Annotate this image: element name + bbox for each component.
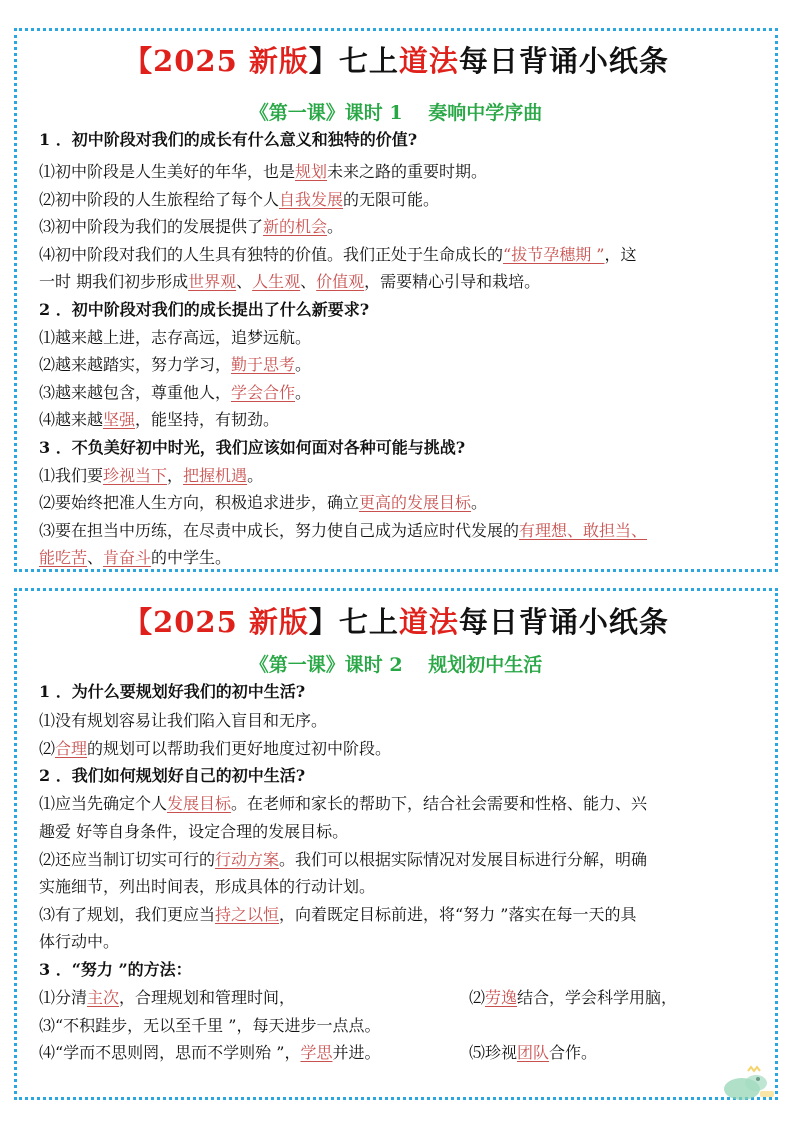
method-item: ⑴分清主次，合理规划和管理时间， <box>39 988 296 1007</box>
title-rest: 每日背诵小纸条 <box>458 44 669 78</box>
card-subtitle: 《第一课》课时 2 规划初中生活 <box>249 654 543 676</box>
keyword: 主次 <box>87 988 120 1007</box>
keyword: 价值观 <box>316 272 365 291</box>
question-heading: 2 ．我们如何规划好自己的初中生活? <box>39 766 306 785</box>
answer-line: 能吃苦、肯奋斗的中学生。 <box>39 548 232 567</box>
answer-line: 一时 期我们初步形成世界观、人生观、价值观，需要精心引导和栽培。 <box>39 272 541 291</box>
answer-line: ⑶要在担当中历练，在尽责中成长，努力使自己成为适应时代发展的有理想、敢担当、 <box>39 521 648 540</box>
study-card-lesson-1 <box>14 28 778 572</box>
method-item: ⑷“学而不思则罔，思而不学则殆 ”，学思并进。 <box>39 1043 381 1062</box>
keyword: 团队 <box>517 1043 550 1062</box>
card-title <box>17 600 775 641</box>
title-bracket: 【2025 <box>123 44 249 78</box>
answer-line: ⑴越来越上进，志存高远，追梦远航。 <box>39 328 312 347</box>
card-subtitle: 《第一课》课时 1 奏响中学序曲 <box>249 102 543 124</box>
answer-line: 体行动中。 <box>39 932 120 951</box>
keyword: 人生观 <box>252 272 301 291</box>
title-new-edition: 新版 <box>248 44 309 78</box>
keyword: 肯奋斗 <box>103 548 152 567</box>
answer-line: ⑴初中阶段是人生美好的年华，也是规划未来之路的重要时期。 <box>39 162 488 181</box>
title-rest: 每日背诵小纸条 <box>458 605 669 639</box>
keyword: 把握机遇 <box>183 466 248 485</box>
title-grade: 】七上 <box>308 44 399 78</box>
card-title <box>17 39 775 80</box>
keyword: 能吃苦 <box>39 548 88 567</box>
answer-line: 趣爱 好等自身条件，设定合理的发展目标。 <box>39 822 349 841</box>
keyword: 学思 <box>300 1043 333 1062</box>
keyword: 有理想、敢担当、 <box>519 521 648 540</box>
answer-line: ⑴没有规划容易让我们陷入盲目和无序。 <box>39 711 328 730</box>
method-item: ⑶“不积跬步，无以至千里 ”，每天进步一点点。 <box>39 1016 381 1035</box>
keyword: 合理 <box>55 739 88 758</box>
answer-line: ⑵初中阶段的人生旅程给了每个人自我发展的无限可能。 <box>39 190 440 209</box>
answer-line: ⑵越来越踏实，努力学习，勤于思考。 <box>39 355 312 374</box>
keyword: 更高的发展目标 <box>359 493 472 512</box>
title-bracket: 【2025 <box>123 605 249 639</box>
answer-line: ⑴我们要珍视当下，把握机遇。 <box>39 466 264 485</box>
keyword: 珍视当下 <box>103 466 168 485</box>
answer-line: ⑷初中阶段对我们的人生具有独特的价值。我们正处于生命成长的“拔节孕穗期 ”，这 <box>39 245 637 264</box>
answer-line: ⑵要始终把准人生方向，积极追求进步，确立更高的发展目标。 <box>39 493 488 512</box>
keyword: 发展目标 <box>167 794 232 813</box>
answer-line: ⑶有了规划，我们更应当持之以恒，向着既定目标前进，将“努力 ”落实在每一天的具 <box>39 905 637 924</box>
question-heading: 1 ．初中阶段对我们的成长有什么意义和独特的价值? <box>39 130 418 149</box>
keyword: 劳逸 <box>485 988 518 1007</box>
title-subject: 道法 <box>398 44 459 78</box>
keyword: “拔节孕穗期 ” <box>503 245 605 264</box>
keyword: 勤于思考 <box>231 355 296 374</box>
study-card-lesson-2 <box>14 588 778 1100</box>
answer-line: 实施细节，列出时间表，形成具体的行动计划。 <box>39 877 376 896</box>
keyword: 自我发展 <box>279 190 344 209</box>
keyword: 持之以恒 <box>215 905 280 924</box>
title-subject: 道法 <box>398 605 459 639</box>
keyword: 学会合作 <box>231 383 296 402</box>
keyword: 行动方案 <box>215 850 280 869</box>
answer-line: ⑴应当先确定个人发展目标。在老师和家长的帮助下，结合社会需要和性格、能力、兴 <box>39 794 648 813</box>
title-grade: 】七上 <box>308 605 399 639</box>
answer-line: ⑵还应当制订切实可行的行动方案。我们可以根据实际情况对发展目标进行分解，明确 <box>39 850 648 869</box>
keyword: 新的机会 <box>263 217 328 236</box>
question-heading: 3 ．“努力 ”的方法： <box>39 960 192 979</box>
keyword: 规划 <box>295 162 328 181</box>
answer-line: ⑶越来越包含，尊重他人，学会合作。 <box>39 383 312 402</box>
answer-line: ⑵合理的规划可以帮助我们更好地度过初中阶段。 <box>39 739 392 758</box>
crocodile-logo-icon <box>718 1065 776 1103</box>
question-heading: 2 ．初中阶段对我们的成长提出了什么新要求? <box>39 300 370 319</box>
method-item: ⑸珍视团队合作。 <box>469 1043 598 1062</box>
question-heading: 1 ．为什么要规划好我们的初中生活? <box>39 682 306 701</box>
answer-line: ⑶初中阶段为我们的发展提供了新的机会。 <box>39 217 344 236</box>
keyword: 坚强 <box>103 410 136 429</box>
title-new-edition: 新版 <box>248 605 309 639</box>
question-heading: 3 ．不负美好初中时光，我们应该如何面对各种可能与挑战? <box>39 438 466 457</box>
answer-line: ⑷越来越坚强，能坚持，有韧劲。 <box>39 410 280 429</box>
keyword: 世界观 <box>188 272 237 291</box>
method-item: ⑵劳逸结合，学会科学用脑， <box>469 988 678 1007</box>
